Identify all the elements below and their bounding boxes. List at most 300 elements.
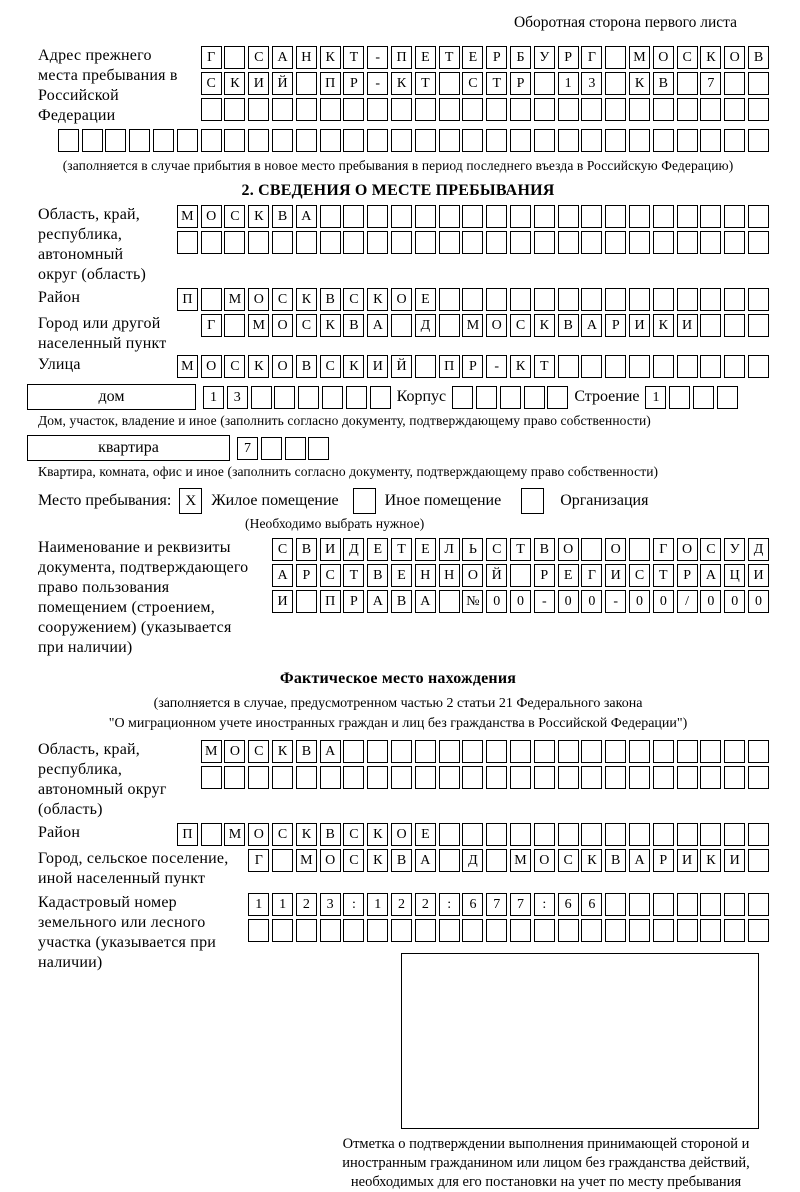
char-cell[interactable] — [272, 98, 293, 121]
char-cell[interactable] — [272, 919, 293, 942]
char-cell[interactable]: О — [462, 564, 483, 587]
char-cell[interactable]: А — [272, 46, 293, 69]
char-cell[interactable]: Е — [558, 564, 579, 587]
char-cell[interactable] — [700, 129, 721, 152]
char-cell[interactable] — [700, 893, 721, 916]
char-cell[interactable]: Р — [462, 355, 483, 378]
char-cell[interactable] — [439, 288, 460, 311]
char-cell[interactable] — [653, 893, 674, 916]
char-cell[interactable] — [534, 288, 555, 311]
char-cell[interactable]: В — [296, 740, 317, 763]
char-cell[interactable]: И — [605, 564, 626, 587]
char-cell[interactable]: С — [272, 288, 293, 311]
char-cell[interactable] — [500, 386, 521, 409]
char-cell[interactable]: 7 — [700, 72, 721, 95]
char-cell[interactable] — [274, 386, 295, 409]
char-cell[interactable]: В — [320, 823, 341, 846]
char-cell[interactable]: Г — [201, 314, 222, 337]
char-cell[interactable]: С — [343, 849, 364, 872]
char-cell[interactable] — [439, 205, 460, 228]
char-cell[interactable] — [581, 129, 602, 152]
char-cell[interactable] — [272, 129, 293, 152]
char-cell[interactable]: Н — [415, 564, 436, 587]
char-cell[interactable] — [462, 288, 483, 311]
char-cell[interactable] — [486, 823, 507, 846]
char-cell[interactable]: Н — [439, 564, 460, 587]
char-cell[interactable] — [346, 386, 367, 409]
char-cell[interactable] — [224, 766, 245, 789]
char-cell[interactable] — [343, 129, 364, 152]
char-cell[interactable] — [700, 740, 721, 763]
char-cell[interactable]: О — [201, 355, 222, 378]
char-cell[interactable] — [251, 386, 272, 409]
char-cell[interactable] — [653, 288, 674, 311]
char-cell[interactable] — [700, 823, 721, 846]
char-cell[interactable] — [415, 98, 436, 121]
char-cell[interactable]: 0 — [629, 590, 650, 613]
char-cell[interactable] — [510, 823, 531, 846]
char-cell[interactable]: Т — [534, 355, 555, 378]
char-cell[interactable] — [724, 823, 745, 846]
char-cell[interactable] — [581, 205, 602, 228]
char-cell[interactable]: И — [748, 564, 769, 587]
char-cell[interactable]: 0 — [653, 590, 674, 613]
char-cell[interactable] — [724, 893, 745, 916]
char-cell[interactable]: К — [700, 849, 721, 872]
char-cell[interactable]: 1 — [203, 386, 224, 409]
char-cell[interactable] — [415, 919, 436, 942]
char-cell[interactable]: У — [534, 46, 555, 69]
char-cell[interactable]: В — [534, 538, 555, 561]
char-cell[interactable] — [700, 766, 721, 789]
char-cell[interactable]: А — [415, 590, 436, 613]
char-cell[interactable] — [153, 129, 174, 152]
char-cell[interactable]: О — [605, 538, 626, 561]
char-cell[interactable]: В — [343, 314, 364, 337]
char-cell[interactable]: И — [629, 314, 650, 337]
char-cell[interactable]: В — [748, 46, 769, 69]
char-cell[interactable] — [748, 740, 769, 763]
char-cell[interactable] — [462, 231, 483, 254]
char-cell[interactable]: Й — [391, 355, 412, 378]
char-cell[interactable]: В — [367, 564, 388, 587]
char-cell[interactable]: В — [558, 314, 579, 337]
char-cell[interactable] — [129, 129, 150, 152]
char-cell[interactable]: : — [439, 893, 460, 916]
char-cell[interactable] — [605, 288, 626, 311]
char-cell[interactable] — [248, 766, 269, 789]
char-cell[interactable]: К — [510, 355, 531, 378]
char-cell[interactable] — [677, 129, 698, 152]
char-cell[interactable] — [534, 823, 555, 846]
char-cell[interactable]: П — [177, 288, 198, 311]
char-cell[interactable] — [322, 386, 343, 409]
char-cell[interactable] — [510, 740, 531, 763]
char-cell[interactable]: П — [439, 355, 460, 378]
char-cell[interactable] — [581, 919, 602, 942]
char-cell[interactable]: К — [343, 355, 364, 378]
char-cell[interactable] — [717, 386, 738, 409]
char-cell[interactable] — [510, 129, 531, 152]
char-cell[interactable] — [581, 231, 602, 254]
char-cell[interactable] — [367, 231, 388, 254]
char-cell[interactable] — [439, 314, 460, 337]
char-cell[interactable]: С — [343, 288, 364, 311]
char-cell[interactable] — [308, 437, 329, 460]
char-cell[interactable]: В — [320, 288, 341, 311]
char-cell[interactable] — [629, 288, 650, 311]
char-cell[interactable]: В — [391, 590, 412, 613]
char-cell[interactable]: Л — [439, 538, 460, 561]
char-cell[interactable]: С — [510, 314, 531, 337]
char-cell[interactable]: С — [248, 740, 269, 763]
char-cell[interactable]: Д — [415, 314, 436, 337]
char-cell[interactable]: У — [724, 538, 745, 561]
char-cell[interactable] — [320, 919, 341, 942]
char-cell[interactable] — [201, 823, 222, 846]
char-cell[interactable] — [748, 98, 769, 121]
char-cell[interactable] — [486, 740, 507, 763]
char-cell[interactable] — [272, 766, 293, 789]
char-cell[interactable]: М — [296, 849, 317, 872]
char-cell[interactable] — [677, 355, 698, 378]
char-cell[interactable]: П — [177, 823, 198, 846]
char-cell[interactable]: И — [272, 590, 293, 613]
char-cell[interactable]: А — [700, 564, 721, 587]
char-cell[interactable]: К — [367, 849, 388, 872]
char-cell[interactable] — [367, 129, 388, 152]
char-cell[interactable] — [748, 314, 769, 337]
char-cell[interactable] — [201, 288, 222, 311]
char-cell[interactable] — [653, 766, 674, 789]
char-cell[interactable] — [605, 231, 626, 254]
char-cell[interactable] — [581, 823, 602, 846]
char-cell[interactable]: К — [296, 288, 317, 311]
char-cell[interactable]: 3 — [227, 386, 248, 409]
char-cell[interactable] — [605, 919, 626, 942]
char-cell[interactable]: И — [320, 538, 341, 561]
char-cell[interactable]: Т — [391, 538, 412, 561]
char-cell[interactable] — [700, 314, 721, 337]
char-cell[interactable] — [581, 98, 602, 121]
char-cell[interactable]: 1 — [272, 893, 293, 916]
char-cell[interactable] — [439, 231, 460, 254]
char-cell[interactable]: В — [605, 849, 626, 872]
char-cell[interactable] — [224, 129, 245, 152]
char-cell[interactable] — [581, 538, 602, 561]
char-cell[interactable] — [748, 893, 769, 916]
char-cell[interactable]: К — [224, 72, 245, 95]
char-cell[interactable] — [248, 231, 269, 254]
char-cell[interactable]: О — [653, 46, 674, 69]
char-cell[interactable]: А — [415, 849, 436, 872]
char-cell[interactable] — [486, 288, 507, 311]
char-cell[interactable] — [724, 129, 745, 152]
char-cell[interactable] — [510, 231, 531, 254]
char-cell[interactable] — [343, 231, 364, 254]
char-cell[interactable] — [677, 288, 698, 311]
char-cell[interactable] — [558, 740, 579, 763]
char-cell[interactable] — [415, 766, 436, 789]
char-cell[interactable] — [677, 766, 698, 789]
char-cell[interactable] — [724, 205, 745, 228]
char-cell[interactable] — [629, 355, 650, 378]
char-cell[interactable] — [653, 205, 674, 228]
char-cell[interactable] — [677, 823, 698, 846]
char-cell[interactable]: Й — [486, 564, 507, 587]
char-cell[interactable] — [581, 766, 602, 789]
char-cell[interactable] — [391, 740, 412, 763]
char-cell[interactable]: Д — [748, 538, 769, 561]
char-cell[interactable] — [581, 740, 602, 763]
char-cell[interactable] — [669, 386, 690, 409]
char-cell[interactable] — [391, 98, 412, 121]
char-cell[interactable]: О — [248, 823, 269, 846]
char-cell[interactable] — [224, 314, 245, 337]
char-cell[interactable] — [700, 919, 721, 942]
char-cell[interactable] — [534, 231, 555, 254]
char-cell[interactable]: Е — [415, 538, 436, 561]
char-cell[interactable]: С — [296, 314, 317, 337]
char-cell[interactable]: К — [367, 288, 388, 311]
char-cell[interactable]: Р — [653, 849, 674, 872]
char-cell[interactable] — [296, 72, 317, 95]
char-cell[interactable] — [201, 766, 222, 789]
char-cell[interactable] — [415, 205, 436, 228]
char-cell[interactable] — [558, 288, 579, 311]
char-cell[interactable] — [700, 355, 721, 378]
char-cell[interactable]: 2 — [296, 893, 317, 916]
char-cell[interactable]: Е — [415, 823, 436, 846]
char-cell[interactable] — [439, 823, 460, 846]
char-cell[interactable]: Р — [296, 564, 317, 587]
char-cell[interactable]: С — [224, 205, 245, 228]
char-cell[interactable]: - — [605, 590, 626, 613]
char-cell[interactable] — [201, 231, 222, 254]
char-cell[interactable] — [748, 205, 769, 228]
char-cell[interactable] — [476, 386, 497, 409]
char-cell[interactable] — [343, 919, 364, 942]
char-cell[interactable]: А — [367, 314, 388, 337]
char-cell[interactable]: С — [629, 564, 650, 587]
char-cell[interactable]: А — [272, 564, 293, 587]
char-cell[interactable]: А — [296, 205, 317, 228]
char-cell[interactable] — [462, 919, 483, 942]
char-cell[interactable]: Р — [343, 590, 364, 613]
char-cell[interactable] — [629, 766, 650, 789]
char-cell[interactable] — [367, 766, 388, 789]
char-cell[interactable] — [296, 129, 317, 152]
char-cell[interactable] — [534, 919, 555, 942]
char-cell[interactable] — [439, 919, 460, 942]
char-cell[interactable]: В — [391, 849, 412, 872]
char-cell[interactable] — [605, 823, 626, 846]
char-cell[interactable]: Р — [677, 564, 698, 587]
char-cell[interactable] — [605, 98, 626, 121]
checkbox-organization[interactable] — [521, 488, 544, 514]
char-cell[interactable]: В — [653, 72, 674, 95]
char-cell[interactable] — [693, 386, 714, 409]
char-cell[interactable]: О — [320, 849, 341, 872]
char-cell[interactable]: С — [700, 538, 721, 561]
char-cell[interactable] — [724, 766, 745, 789]
char-cell[interactable] — [105, 129, 126, 152]
char-cell[interactable]: 2 — [415, 893, 436, 916]
char-cell[interactable] — [724, 355, 745, 378]
char-cell[interactable]: Е — [415, 288, 436, 311]
char-cell[interactable] — [439, 98, 460, 121]
char-cell[interactable] — [677, 98, 698, 121]
char-cell[interactable] — [724, 98, 745, 121]
char-cell[interactable] — [177, 231, 198, 254]
char-cell[interactable]: 6 — [581, 893, 602, 916]
char-cell[interactable] — [724, 288, 745, 311]
char-cell[interactable]: Р — [605, 314, 626, 337]
char-cell[interactable] — [558, 231, 579, 254]
char-cell[interactable] — [748, 849, 769, 872]
char-cell[interactable]: О — [391, 288, 412, 311]
char-cell[interactable]: К — [272, 740, 293, 763]
char-cell[interactable]: 0 — [486, 590, 507, 613]
char-cell[interactable] — [486, 205, 507, 228]
char-cell[interactable] — [677, 919, 698, 942]
char-cell[interactable] — [261, 437, 282, 460]
char-cell[interactable] — [605, 766, 626, 789]
char-cell[interactable]: К — [700, 46, 721, 69]
char-cell[interactable]: М — [177, 205, 198, 228]
char-cell[interactable]: 3 — [320, 893, 341, 916]
char-cell[interactable] — [439, 590, 460, 613]
char-cell[interactable] — [677, 231, 698, 254]
char-cell[interactable] — [700, 288, 721, 311]
char-cell[interactable] — [653, 129, 674, 152]
char-cell[interactable]: Т — [415, 72, 436, 95]
char-cell[interactable]: С — [677, 46, 698, 69]
char-cell[interactable]: Р — [486, 46, 507, 69]
char-cell[interactable]: И — [677, 314, 698, 337]
char-cell[interactable] — [558, 766, 579, 789]
char-cell[interactable]: В — [272, 205, 293, 228]
char-cell[interactable]: Т — [510, 538, 531, 561]
char-cell[interactable]: 1 — [248, 893, 269, 916]
char-cell[interactable] — [724, 314, 745, 337]
char-cell[interactable]: М — [177, 355, 198, 378]
char-cell[interactable] — [486, 98, 507, 121]
char-cell[interactable] — [534, 72, 555, 95]
char-cell[interactable] — [201, 129, 222, 152]
char-cell[interactable] — [248, 98, 269, 121]
char-cell[interactable] — [748, 72, 769, 95]
char-cell[interactable] — [558, 355, 579, 378]
char-cell[interactable]: Е — [415, 46, 436, 69]
char-cell[interactable] — [439, 740, 460, 763]
char-cell[interactable]: 0 — [510, 590, 531, 613]
char-cell[interactable]: 7 — [486, 893, 507, 916]
char-cell[interactable]: 3 — [581, 72, 602, 95]
char-cell[interactable] — [391, 919, 412, 942]
char-cell[interactable] — [724, 72, 745, 95]
char-cell[interactable]: 7 — [510, 893, 531, 916]
char-cell[interactable] — [581, 288, 602, 311]
char-cell[interactable] — [629, 538, 650, 561]
char-cell[interactable]: К — [248, 205, 269, 228]
char-cell[interactable] — [534, 766, 555, 789]
char-cell[interactable]: Г — [201, 46, 222, 69]
char-cell[interactable]: М — [629, 46, 650, 69]
char-cell[interactable]: 1 — [645, 386, 666, 409]
char-cell[interactable]: 0 — [558, 590, 579, 613]
char-cell[interactable]: О — [224, 740, 245, 763]
char-cell[interactable] — [510, 919, 531, 942]
char-cell[interactable] — [391, 231, 412, 254]
char-cell[interactable] — [558, 205, 579, 228]
char-cell[interactable] — [605, 72, 626, 95]
char-cell[interactable] — [285, 437, 306, 460]
char-cell[interactable] — [462, 129, 483, 152]
char-cell[interactable] — [58, 129, 79, 152]
char-cell[interactable] — [629, 129, 650, 152]
char-cell[interactable] — [462, 766, 483, 789]
char-cell[interactable] — [82, 129, 103, 152]
char-cell[interactable] — [415, 355, 436, 378]
char-cell[interactable]: Г — [248, 849, 269, 872]
char-cell[interactable]: О — [558, 538, 579, 561]
char-cell[interactable]: - — [534, 590, 555, 613]
char-cell[interactable] — [320, 205, 341, 228]
char-cell[interactable] — [343, 766, 364, 789]
char-cell[interactable]: В — [296, 538, 317, 561]
char-cell[interactable]: П — [320, 590, 341, 613]
char-cell[interactable] — [452, 386, 473, 409]
char-cell[interactable]: П — [320, 72, 341, 95]
char-cell[interactable]: № — [462, 590, 483, 613]
char-cell[interactable]: 6 — [558, 893, 579, 916]
char-cell[interactable] — [296, 98, 317, 121]
char-cell[interactable]: М — [224, 823, 245, 846]
char-cell[interactable] — [486, 919, 507, 942]
char-cell[interactable] — [415, 740, 436, 763]
char-cell[interactable] — [653, 355, 674, 378]
char-cell[interactable]: - — [367, 46, 388, 69]
char-cell[interactable] — [629, 205, 650, 228]
char-cell[interactable] — [748, 355, 769, 378]
char-cell[interactable]: / — [677, 590, 698, 613]
char-cell[interactable]: Е — [391, 564, 412, 587]
char-cell[interactable] — [296, 919, 317, 942]
char-cell[interactable] — [629, 231, 650, 254]
char-cell[interactable]: К — [296, 823, 317, 846]
char-cell[interactable]: Ц — [724, 564, 745, 587]
char-cell[interactable] — [462, 823, 483, 846]
char-cell[interactable] — [534, 205, 555, 228]
char-cell[interactable] — [439, 849, 460, 872]
char-cell[interactable]: К — [320, 314, 341, 337]
char-cell[interactable]: Р — [534, 564, 555, 587]
char-cell[interactable] — [510, 564, 531, 587]
char-cell[interactable]: С — [462, 72, 483, 95]
char-cell[interactable] — [510, 98, 531, 121]
char-cell[interactable] — [558, 919, 579, 942]
char-cell[interactable] — [486, 231, 507, 254]
char-cell[interactable]: К — [320, 46, 341, 69]
char-cell[interactable]: Й — [272, 72, 293, 95]
char-cell[interactable]: 0 — [724, 590, 745, 613]
char-cell[interactable]: С — [320, 564, 341, 587]
char-cell[interactable]: О — [201, 205, 222, 228]
char-cell[interactable] — [177, 129, 198, 152]
char-cell[interactable] — [486, 129, 507, 152]
char-cell[interactable]: С — [201, 72, 222, 95]
